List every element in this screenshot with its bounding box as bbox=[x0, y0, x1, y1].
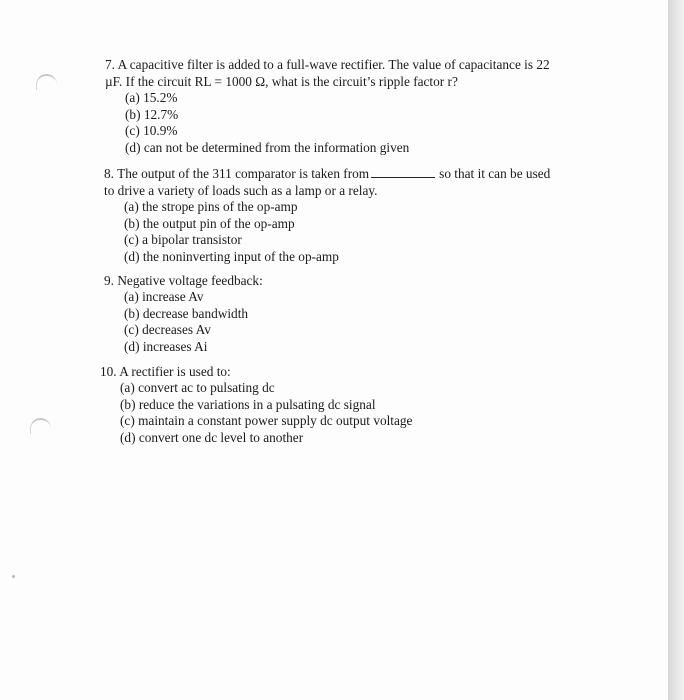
fill-in-blank bbox=[371, 166, 435, 178]
question-number: 8. bbox=[104, 166, 114, 181]
option-d: (d) the noninverting input of the op-amp bbox=[124, 248, 339, 264]
option-a: (a) increase Av bbox=[124, 289, 204, 304]
option-d: (d) can not be determined from the information given bbox=[125, 139, 410, 155]
question-10 bbox=[100, 363, 412, 446]
question-text: The output of the 311 comparator is taken from bbox=[117, 166, 370, 181]
question-7 bbox=[105, 56, 550, 156]
question-7-options bbox=[105, 90, 550, 156]
question-number: 7. bbox=[105, 57, 115, 72]
option-c: (c) decreases Av bbox=[124, 322, 211, 338]
option-b: (b) reduce the variations in a pulsating dc signal bbox=[120, 396, 376, 412]
question-7-line-2: µF. If the circuit RL = 1000 Ω, what is the circuit’s ripple factor r? bbox=[105, 74, 458, 89]
option-c: (c) a bipolar transistor bbox=[124, 232, 242, 248]
question-8 bbox=[104, 165, 550, 265]
option-a: (a) 15.2% bbox=[125, 90, 178, 105]
question-8-line-2: to drive a variety of loads such as a lamp or a relay. bbox=[104, 183, 378, 198]
option-b: (b) decrease bandwidth bbox=[124, 305, 249, 321]
question-number: 9. bbox=[104, 273, 114, 288]
question-number: 10. bbox=[100, 364, 117, 379]
question-9-line-1 bbox=[104, 272, 263, 289]
question-9-options bbox=[104, 289, 263, 355]
question-10-options bbox=[100, 380, 412, 446]
question-10-line-1 bbox=[100, 363, 412, 380]
question-9 bbox=[104, 272, 263, 355]
option-d: (d) increases Ai bbox=[124, 338, 208, 354]
question-8-options bbox=[104, 199, 550, 265]
question-text: A rectifier is used to: bbox=[119, 364, 231, 379]
page-edge-shadow bbox=[668, 0, 684, 700]
question-7-line-1 bbox=[105, 56, 550, 73]
option-d: (d) convert one dc level to another bbox=[120, 429, 304, 445]
question-text-continued: so that it can be used bbox=[439, 166, 551, 181]
option-a: (a) convert ac to pulsating dc bbox=[120, 380, 275, 395]
option-a: (a) the strope pins of the op-amp bbox=[124, 199, 298, 214]
binder-hole-bottom bbox=[30, 418, 51, 434]
binder-hole-top bbox=[36, 74, 57, 90]
option-c: (c) maintain a constant power supply dc output voltage bbox=[120, 413, 413, 429]
question-text: A capacitive filter is added to a full-wave rectifier. The value of capacitance is 22 bbox=[117, 57, 550, 72]
question-text: Negative voltage feedback: bbox=[117, 273, 263, 288]
question-8-line-1 bbox=[104, 165, 550, 182]
option-b: (b) 12.7% bbox=[125, 106, 179, 122]
option-c: (c) 10.9% bbox=[125, 123, 178, 139]
page-speck bbox=[12, 575, 15, 578]
option-b: (b) the output pin of the op-amp bbox=[124, 215, 295, 231]
